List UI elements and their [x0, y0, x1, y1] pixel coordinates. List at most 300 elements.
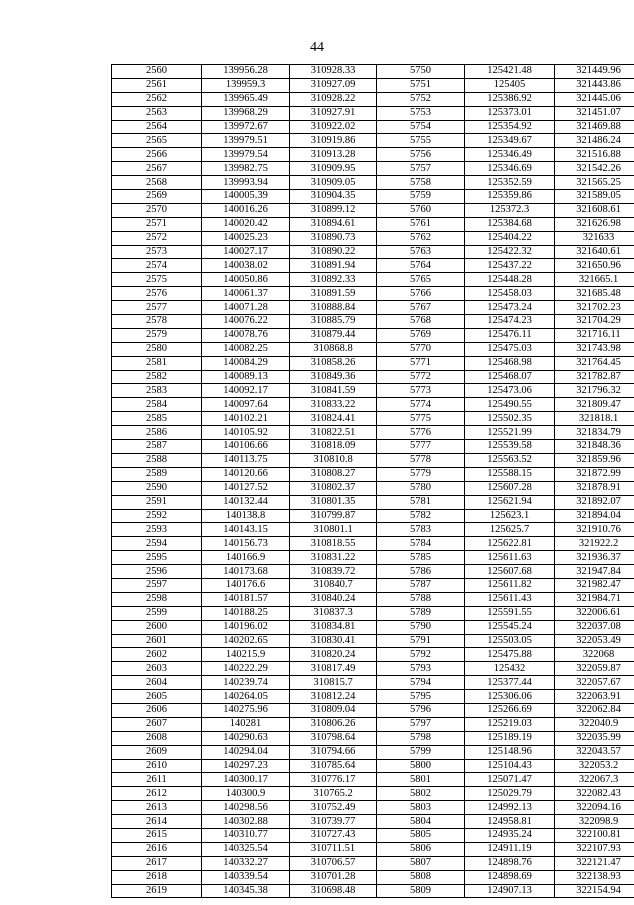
cell-y-left: 310831.22	[290, 551, 377, 565]
table-row	[112, 537, 634, 551]
cell-y-left: 310927.09	[290, 78, 377, 92]
cell-point-id-right: 5795	[377, 690, 465, 704]
cell-y-left: 310698.48	[290, 884, 377, 898]
cell-x-right: 125189.19	[465, 731, 555, 745]
cell-y-left: 310894.61	[290, 217, 377, 231]
cell-point-id-left: 2575	[112, 273, 202, 287]
cell-x-right: 125071.47	[465, 773, 555, 787]
cell-point-id-left: 2577	[112, 301, 202, 315]
cell-x-right: 125432	[465, 662, 555, 676]
cell-point-id-left: 2579	[112, 328, 202, 342]
cell-point-id-right: 5781	[377, 495, 465, 509]
cell-x-right: 125611.82	[465, 578, 555, 592]
cell-y-left: 310812.24	[290, 690, 377, 704]
cell-y-left: 310701.28	[290, 870, 377, 884]
cell-y-right: 322138.93	[555, 870, 634, 884]
cell-x-left: 140084.29	[202, 356, 290, 370]
cell-y-right: 322037.08	[555, 620, 634, 634]
cell-y-right: 321640.61	[555, 245, 634, 259]
cell-y-left: 310833.22	[290, 398, 377, 412]
cell-y-right: 321878.91	[555, 481, 634, 495]
cell-y-right: 321859.96	[555, 453, 634, 467]
cell-x-left: 140050.86	[202, 273, 290, 287]
cell-point-id-left: 2571	[112, 217, 202, 231]
cell-point-id-left: 2565	[112, 134, 202, 148]
cell-point-id-right: 5760	[377, 203, 465, 217]
cell-x-right: 125468.07	[465, 370, 555, 384]
table-row	[112, 65, 634, 79]
cell-x-right: 125475.03	[465, 342, 555, 356]
table-row	[112, 620, 634, 634]
cell-y-left: 310818.55	[290, 537, 377, 551]
table-row	[112, 745, 634, 759]
cell-point-id-left: 2587	[112, 440, 202, 454]
cell-y-left: 310839.72	[290, 565, 377, 579]
cell-point-id-left: 2582	[112, 370, 202, 384]
cell-y-right: 322059.87	[555, 662, 634, 676]
cell-x-left: 140120.66	[202, 467, 290, 481]
table-row	[112, 356, 634, 370]
cell-point-id-left: 2607	[112, 717, 202, 731]
cell-x-right: 124935.24	[465, 828, 555, 842]
cell-point-id-left: 2602	[112, 648, 202, 662]
table-row	[112, 662, 634, 676]
cell-x-left: 140020.42	[202, 217, 290, 231]
cell-point-id-right: 5776	[377, 426, 465, 440]
cell-point-id-left: 2613	[112, 801, 202, 815]
cell-point-id-left: 2601	[112, 634, 202, 648]
cell-x-left: 140097.64	[202, 398, 290, 412]
cell-point-id-right: 5806	[377, 842, 465, 856]
cell-point-id-left: 2615	[112, 828, 202, 842]
cell-point-id-right: 5769	[377, 328, 465, 342]
cell-y-right: 321848.36	[555, 440, 634, 454]
cell-y-right: 322107.93	[555, 842, 634, 856]
cell-point-id-right: 5786	[377, 565, 465, 579]
cell-y-left: 310909.95	[290, 162, 377, 176]
cell-y-left: 310706.57	[290, 856, 377, 870]
cell-y-right: 321834.79	[555, 426, 634, 440]
cell-x-right: 125437.22	[465, 259, 555, 273]
cell-point-id-right: 5803	[377, 801, 465, 815]
cell-y-right: 322043.57	[555, 745, 634, 759]
cell-x-right: 124898.76	[465, 856, 555, 870]
cell-y-left: 310801.35	[290, 495, 377, 509]
cell-point-id-right: 5801	[377, 773, 465, 787]
cell-x-left: 139979.54	[202, 148, 290, 162]
cell-y-left: 310820.24	[290, 648, 377, 662]
cell-y-right: 321469.88	[555, 120, 634, 134]
cell-x-left: 140166.9	[202, 551, 290, 565]
cell-y-left: 310776.17	[290, 773, 377, 787]
cell-point-id-right: 5780	[377, 481, 465, 495]
cell-point-id-left: 2606	[112, 703, 202, 717]
cell-x-left: 140345.38	[202, 884, 290, 898]
cell-y-right: 321449.96	[555, 65, 634, 79]
cell-point-id-right: 5807	[377, 856, 465, 870]
cell-point-id-left: 2590	[112, 481, 202, 495]
cell-y-right: 321984.71	[555, 592, 634, 606]
cell-y-right: 321872.99	[555, 467, 634, 481]
cell-point-id-right: 5784	[377, 537, 465, 551]
cell-y-left: 310885.79	[290, 315, 377, 329]
cell-x-left: 139979.51	[202, 134, 290, 148]
cell-x-right: 124911.19	[465, 842, 555, 856]
cell-point-id-left: 2576	[112, 287, 202, 301]
cell-y-left: 310928.33	[290, 65, 377, 79]
cell-x-right: 125359.86	[465, 190, 555, 204]
cell-point-id-left: 2600	[112, 620, 202, 634]
cell-x-right: 125545.24	[465, 620, 555, 634]
cell-y-right: 321947.84	[555, 565, 634, 579]
cell-point-id-left: 2574	[112, 259, 202, 273]
cell-point-id-left: 2595	[112, 551, 202, 565]
cell-point-id-right: 5809	[377, 884, 465, 898]
cell-x-right: 125563.52	[465, 453, 555, 467]
cell-y-right: 321818.1	[555, 412, 634, 426]
cell-point-id-right: 5788	[377, 592, 465, 606]
cell-y-right: 322154.94	[555, 884, 634, 898]
cell-y-right: 322094.16	[555, 801, 634, 815]
cell-y-right: 322121.47	[555, 856, 634, 870]
cell-point-id-left: 2573	[112, 245, 202, 259]
cell-x-right: 124898.69	[465, 870, 555, 884]
cell-y-left: 310810.8	[290, 453, 377, 467]
cell-x-right: 125622.81	[465, 537, 555, 551]
table-row	[112, 342, 634, 356]
cell-x-left: 140196.02	[202, 620, 290, 634]
table-row	[112, 565, 634, 579]
cell-point-id-left: 2604	[112, 676, 202, 690]
cell-x-left: 140294.04	[202, 745, 290, 759]
table-row	[112, 676, 634, 690]
cell-x-right: 125611.43	[465, 592, 555, 606]
page-number: 44	[310, 40, 324, 55]
cell-y-left: 310899.12	[290, 203, 377, 217]
cell-x-right: 125458.03	[465, 287, 555, 301]
cell-y-left: 310919.86	[290, 134, 377, 148]
cell-point-id-left: 2561	[112, 78, 202, 92]
cell-x-left: 140061.37	[202, 287, 290, 301]
cell-y-left: 310765.2	[290, 787, 377, 801]
cell-x-right: 125476.11	[465, 328, 555, 342]
cell-point-id-right: 5808	[377, 870, 465, 884]
cell-point-id-left: 2563	[112, 106, 202, 120]
cell-x-left: 140082.25	[202, 342, 290, 356]
cell-point-id-right: 5754	[377, 120, 465, 134]
cell-x-left: 140181.57	[202, 592, 290, 606]
cell-x-right: 125623.1	[465, 509, 555, 523]
cell-x-right: 125372.3	[465, 203, 555, 217]
cell-point-id-right: 5753	[377, 106, 465, 120]
cell-x-left: 140215.9	[202, 648, 290, 662]
table-row	[112, 106, 634, 120]
cell-y-right: 322067.3	[555, 773, 634, 787]
table-row	[112, 815, 634, 829]
cell-y-right: 322098.9	[555, 815, 634, 829]
cell-y-right: 321782.87	[555, 370, 634, 384]
cell-y-left: 310808.27	[290, 467, 377, 481]
cell-x-left: 140332.27	[202, 856, 290, 870]
cell-y-right: 321565.25	[555, 176, 634, 190]
cell-y-left: 310891.94	[290, 259, 377, 273]
cell-point-id-right: 5750	[377, 65, 465, 79]
cell-x-right: 125346.49	[465, 148, 555, 162]
cell-point-id-left: 2586	[112, 426, 202, 440]
cell-y-left: 310890.22	[290, 245, 377, 259]
table-row	[112, 634, 634, 648]
cell-x-left: 140222.29	[202, 662, 290, 676]
cell-point-id-right: 5751	[377, 78, 465, 92]
table-row	[112, 509, 634, 523]
cell-y-left: 310711.51	[290, 842, 377, 856]
table-row	[112, 592, 634, 606]
cell-x-right: 125490.55	[465, 398, 555, 412]
cell-x-left: 140038.02	[202, 259, 290, 273]
cell-point-id-left: 2603	[112, 662, 202, 676]
cell-point-id-right: 5787	[377, 578, 465, 592]
cell-y-right: 322006.61	[555, 606, 634, 620]
cell-x-right: 125377.44	[465, 676, 555, 690]
cell-x-right: 125029.79	[465, 787, 555, 801]
cell-x-left: 140016.26	[202, 203, 290, 217]
cell-point-id-left: 2592	[112, 509, 202, 523]
table-row	[112, 412, 634, 426]
cell-x-right: 125474.23	[465, 315, 555, 329]
cell-x-right: 125521.99	[465, 426, 555, 440]
cell-y-right: 321796.32	[555, 384, 634, 398]
cell-x-left: 139968.29	[202, 106, 290, 120]
cell-point-id-left: 2612	[112, 787, 202, 801]
cell-x-right: 125607.28	[465, 481, 555, 495]
cell-point-id-left: 2568	[112, 176, 202, 190]
table-row	[112, 273, 634, 287]
cell-y-left: 310890.73	[290, 231, 377, 245]
cell-y-left: 310891.59	[290, 287, 377, 301]
cell-y-left: 310892.33	[290, 273, 377, 287]
cell-point-id-right: 5799	[377, 745, 465, 759]
cell-point-id-left: 2598	[112, 592, 202, 606]
cell-point-id-left: 2566	[112, 148, 202, 162]
cell-x-left: 139965.49	[202, 92, 290, 106]
cell-y-right: 322035.99	[555, 731, 634, 745]
cell-point-id-right: 5793	[377, 662, 465, 676]
cell-point-id-right: 5800	[377, 759, 465, 773]
coordinates-table	[111, 64, 634, 898]
table-row	[112, 856, 634, 870]
cell-point-id-right: 5794	[377, 676, 465, 690]
cell-y-right: 321982.47	[555, 578, 634, 592]
cell-y-right: 321702.23	[555, 301, 634, 315]
cell-x-right: 125475.88	[465, 648, 555, 662]
cell-point-id-left: 2608	[112, 731, 202, 745]
cell-y-left: 310818.09	[290, 440, 377, 454]
cell-point-id-right: 5802	[377, 787, 465, 801]
cell-x-left: 140297.23	[202, 759, 290, 773]
cell-point-id-right: 5785	[377, 551, 465, 565]
cell-point-id-right: 5783	[377, 523, 465, 537]
cell-x-right: 125306.06	[465, 690, 555, 704]
cell-x-left: 139956.28	[202, 65, 290, 79]
cell-y-right: 321445.06	[555, 92, 634, 106]
cell-x-left: 140132.44	[202, 495, 290, 509]
cell-x-right: 125539.58	[465, 440, 555, 454]
cell-y-right: 322040.9	[555, 717, 634, 731]
table-row	[112, 259, 634, 273]
cell-y-left: 310834.81	[290, 620, 377, 634]
cell-point-id-left: 2593	[112, 523, 202, 537]
cell-y-left: 310913.28	[290, 148, 377, 162]
cell-x-left: 140106.66	[202, 440, 290, 454]
cell-point-id-left: 2609	[112, 745, 202, 759]
cell-y-right: 321892.07	[555, 495, 634, 509]
cell-y-left: 310815.7	[290, 676, 377, 690]
table-row	[112, 578, 634, 592]
cell-y-right: 321894.04	[555, 509, 634, 523]
table-row	[112, 467, 634, 481]
cell-y-right: 321910.76	[555, 523, 634, 537]
cell-point-id-right: 5757	[377, 162, 465, 176]
cell-point-id-right: 5773	[377, 384, 465, 398]
cell-point-id-left: 2585	[112, 412, 202, 426]
cell-y-right: 322057.67	[555, 676, 634, 690]
cell-point-id-left: 2570	[112, 203, 202, 217]
cell-y-left: 310817.49	[290, 662, 377, 676]
cell-y-right: 321936.37	[555, 551, 634, 565]
cell-point-id-left: 2560	[112, 65, 202, 79]
cell-x-left: 140264.05	[202, 690, 290, 704]
cell-x-right: 125502.35	[465, 412, 555, 426]
cell-x-right: 125421.48	[465, 65, 555, 79]
table-row	[112, 398, 634, 412]
cell-x-right: 125473.24	[465, 301, 555, 315]
cell-x-right: 125473.06	[465, 384, 555, 398]
cell-x-left: 140092.17	[202, 384, 290, 398]
cell-x-right: 124992.13	[465, 801, 555, 815]
cell-point-id-right: 5763	[377, 245, 465, 259]
cell-x-left: 140089.13	[202, 370, 290, 384]
cell-y-left: 310868.8	[290, 342, 377, 356]
cell-point-id-right: 5797	[377, 717, 465, 731]
cell-x-left: 140076.22	[202, 315, 290, 329]
cell-point-id-right: 5770	[377, 342, 465, 356]
cell-point-id-left: 2589	[112, 467, 202, 481]
cell-y-left: 310927.91	[290, 106, 377, 120]
cell-y-right: 322053.2	[555, 759, 634, 773]
table-row	[112, 426, 634, 440]
cell-x-right: 125349.67	[465, 134, 555, 148]
cell-y-left: 310799.87	[290, 509, 377, 523]
cell-x-left: 140239.74	[202, 676, 290, 690]
cell-point-id-right: 5777	[377, 440, 465, 454]
cell-y-left: 310840.7	[290, 578, 377, 592]
cell-x-right: 125148.96	[465, 745, 555, 759]
cell-x-right: 125625.7	[465, 523, 555, 537]
table-row	[112, 648, 634, 662]
cell-y-left: 310888.84	[290, 301, 377, 315]
cell-y-right: 321685.48	[555, 287, 634, 301]
cell-x-right: 125448.28	[465, 273, 555, 287]
cell-y-right: 321516.88	[555, 148, 634, 162]
table-row	[112, 842, 634, 856]
cell-point-id-right: 5775	[377, 412, 465, 426]
cell-point-id-right: 5804	[377, 815, 465, 829]
cell-x-right: 125621.94	[465, 495, 555, 509]
table-row	[112, 440, 634, 454]
cell-point-id-right: 5761	[377, 217, 465, 231]
cell-x-left: 140127.52	[202, 481, 290, 495]
cell-x-right: 125611.63	[465, 551, 555, 565]
cell-point-id-right: 5779	[377, 467, 465, 481]
cell-point-id-left: 2569	[112, 190, 202, 204]
cell-x-left: 140290.63	[202, 731, 290, 745]
table-row	[112, 162, 634, 176]
table-row	[112, 481, 634, 495]
cell-x-left: 140300.17	[202, 773, 290, 787]
cell-point-id-left: 2618	[112, 870, 202, 884]
table-row	[112, 231, 634, 245]
cell-point-id-right: 5792	[377, 648, 465, 662]
cell-x-left: 139982.75	[202, 162, 290, 176]
cell-point-id-right: 5791	[377, 634, 465, 648]
cell-x-right: 125386.92	[465, 92, 555, 106]
cell-x-right: 125468.98	[465, 356, 555, 370]
cell-point-id-left: 2578	[112, 315, 202, 329]
cell-x-left: 140339.54	[202, 870, 290, 884]
cell-point-id-right: 5752	[377, 92, 465, 106]
cell-y-right: 321451.07	[555, 106, 634, 120]
table-row	[112, 203, 634, 217]
cell-point-id-left: 2614	[112, 815, 202, 829]
cell-y-right: 321443.86	[555, 78, 634, 92]
cell-x-left: 140113.75	[202, 453, 290, 467]
cell-y-left: 310809.04	[290, 703, 377, 717]
cell-x-left: 140071.28	[202, 301, 290, 315]
cell-y-right: 321743.98	[555, 342, 634, 356]
cell-point-id-left: 2562	[112, 92, 202, 106]
cell-x-left: 140281	[202, 717, 290, 731]
cell-point-id-right: 5798	[377, 731, 465, 745]
cell-point-id-left: 2599	[112, 606, 202, 620]
cell-point-id-left: 2616	[112, 842, 202, 856]
cell-point-id-right: 5796	[377, 703, 465, 717]
cell-x-left: 140325.54	[202, 842, 290, 856]
cell-y-left: 310840.24	[290, 592, 377, 606]
cell-point-id-left: 2588	[112, 453, 202, 467]
cell-y-right: 321764.45	[555, 356, 634, 370]
cell-y-right: 322062.84	[555, 703, 634, 717]
cell-x-right: 125104.43	[465, 759, 555, 773]
table-row	[112, 523, 634, 537]
cell-y-right: 321486.24	[555, 134, 634, 148]
cell-y-right: 321633	[555, 231, 634, 245]
cell-x-right: 125373.01	[465, 106, 555, 120]
table-row	[112, 328, 634, 342]
cell-y-left: 310802.37	[290, 481, 377, 495]
cell-point-id-right: 5805	[377, 828, 465, 842]
cell-x-left: 140078.76	[202, 328, 290, 342]
cell-point-id-left: 2584	[112, 398, 202, 412]
cell-x-right: 124907.13	[465, 884, 555, 898]
cell-y-right: 322082.43	[555, 787, 634, 801]
cell-y-right: 321589.05	[555, 190, 634, 204]
table-row	[112, 287, 634, 301]
cell-y-left: 310785.64	[290, 759, 377, 773]
cell-y-right: 322100.81	[555, 828, 634, 842]
cell-point-id-right: 5772	[377, 370, 465, 384]
cell-x-right: 125352.59	[465, 176, 555, 190]
cell-point-id-right: 5756	[377, 148, 465, 162]
